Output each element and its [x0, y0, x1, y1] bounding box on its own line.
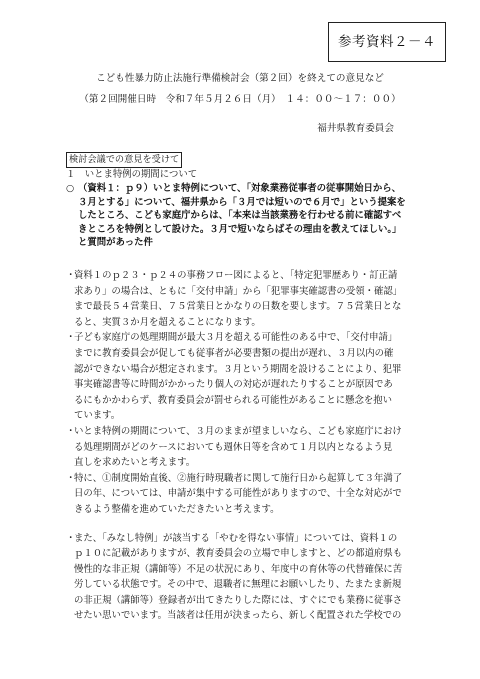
opinion-line: までに教育委員会が促しても従事者が必要書類の提出が遅れ、３月以内の確	[74, 347, 394, 359]
opinion-line: 認ができない場合が想定されます。３月という期間を設けることにより、犯罪	[74, 363, 402, 375]
bullet-dot-icon: ・	[66, 532, 76, 544]
opinion-line: 求あり」の場合は、ともに「交付申請」から「犯罪事実確認書の受領・確認」	[74, 285, 403, 297]
question-line: と質問があった件	[78, 237, 153, 249]
bullet-dot-icon: ・	[66, 472, 76, 484]
bullet-dot-icon: ・	[66, 425, 76, 437]
circle-marker-icon: ○	[66, 183, 75, 194]
opinion-item	[66, 330, 428, 424]
question-line: したところ、こども家庭庁からは、「本来は当該業務を行わせる前に確認すべ	[78, 210, 402, 222]
meeting-datetime: （第２回開催日時 令和７年５月２６日（月） １４：００～１７：００）	[79, 94, 401, 105]
document-title: こども性暴力防止法施行準備検討会（第２回）を終えての意見など	[96, 73, 384, 84]
question-line: きところを特例として設けた。３月で短いならばその理由を教えてほしい。」	[78, 223, 402, 235]
opinion-line: 日の年、については、申請が集中する可能性がありますので、十全な対応がで	[74, 488, 402, 500]
reference-label-box: 参考資料２－４	[328, 22, 446, 62]
question-block	[66, 182, 426, 250]
opinion-line: せたい思いでいます。当該者は任用が決まったら、新しく配置された学校での	[74, 610, 402, 622]
opinion-item	[66, 531, 428, 625]
section-label: 検討会議での意見を受けて	[66, 152, 182, 168]
opinion-line: 子ども家庭庁の処理期間が最大３月を超える可能性のある中で、「交付申請」	[74, 332, 398, 344]
opinion-line: いとま特例の期間について、３月のままが望ましいなら、こども家庭庁におけ	[74, 425, 402, 437]
opinion-line: ｐ１０に記載がありますが、教育委員会の立場で申しますと、どの都道府県も	[74, 548, 403, 560]
opinion-line: きるよう整備を進めていただきたいと考えます。	[74, 503, 280, 515]
opinion-line: る処理期間がどのケースにおいても週休日等を含めて１月以内となるよう見	[74, 441, 393, 453]
question-line: （資料１：ｐ９）いとま特例について、「対象業務従事者の従事開始日から、	[78, 183, 402, 194]
opinion-line: また、「みなし特例」が該当する「やむを得ない事情」については、資料１の	[74, 532, 398, 544]
opinion-list	[66, 268, 428, 624]
opinion-line: ています。	[74, 410, 121, 422]
bullet-dot-icon: ・	[66, 332, 76, 344]
bullet-dot-icon: ・	[66, 270, 76, 281]
opinion-line: 事実確認書等に時間がかかったり個人の対応が遅れたりすることが原因であ	[74, 379, 393, 391]
organization-name: 福井県教育委員会	[317, 123, 394, 134]
opinion-line: 直しを求めたいと考えます。	[74, 457, 196, 469]
opinion-line: 労している状態です。その中で、退職者に無理にお願いしたり、たまたま新規	[74, 579, 402, 591]
opinion-line: 慢性的な非正規（講師等）不足の状況にあり、年度中の育休等の代替確保に苦	[74, 563, 403, 575]
opinion-line: の非正規（講師等）登録者が出てきたりした際には、すぐにでも業務に従事さ	[74, 594, 403, 606]
opinion-line: 特に、①制度開始直後、②施行時現職者に関して施行日から起算して３年満了	[74, 472, 403, 484]
opinion-line: 資料１のｐ２３・ｐ２４の事務フロー図によると、「特定犯罪歴あり・訂正請	[74, 270, 398, 281]
opinion-line: ると、実質３か月を超えることになります。	[74, 316, 261, 328]
section-heading: １ いとま特例の期間について	[66, 169, 198, 180]
question-line: ３月とする」について、福井県から「３月では短いので６月で」という提案を	[78, 196, 406, 208]
opinion-line: るにもかかわらず、教育委員会が罰せられる可能性があることに懸念を抱い	[74, 394, 393, 406]
opinion-item	[66, 471, 428, 518]
opinion-line: まで最長５４営業日、７５営業日とかなりの日数を要します。７５営業日とな	[74, 301, 402, 313]
opinion-item	[66, 268, 428, 330]
opinion-item	[66, 424, 428, 471]
